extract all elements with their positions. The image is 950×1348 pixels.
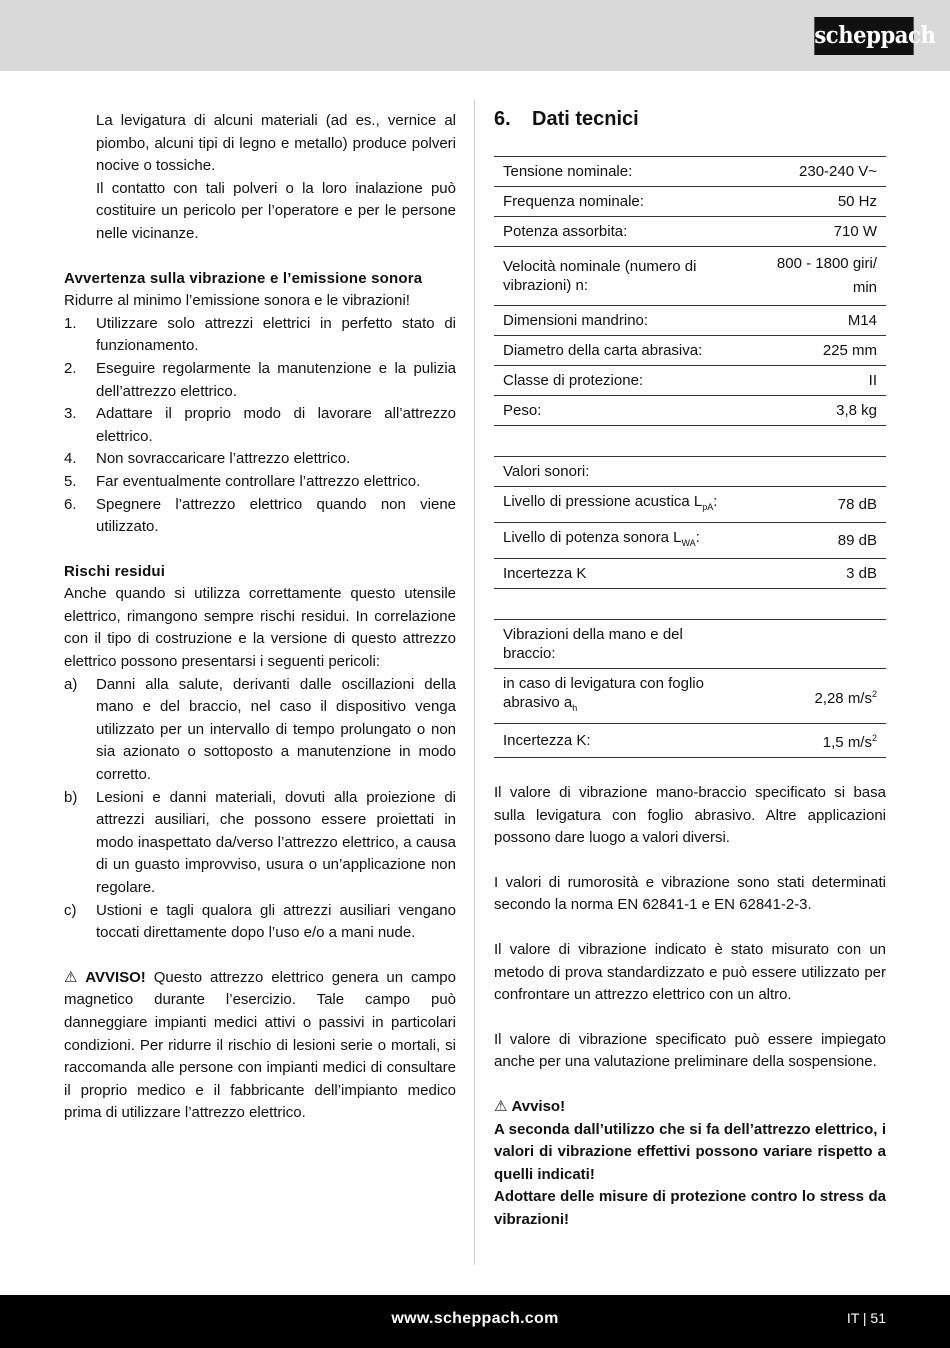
warning-label: AVVISO!	[85, 968, 146, 986]
residual-risks-title: Rischi residui	[64, 562, 166, 580]
info-paragraph-2: I valori di rumorosità e vibrazione sono stati determinati secondo la norma EN 62841-1 e EN 62841-2-3.	[494, 873, 886, 914]
footer-bar	[0, 1295, 950, 1348]
list-item: 4. Non sovraccaricare l’attrezzo elettrico.	[64, 450, 351, 468]
info-paragraph-4: Il valore di vibrazione specificato può essere impiegato anche per una valutazione preliminare della sospensione.	[494, 1030, 886, 1071]
list-item: a) Danni alla salute, derivanti dalle oscillazioni della mano e del braccio, nel caso il dispositivo venga utilizzato per un intervallo di tempo prolungato o non sia azionato o sottoposto a manutenzione in modo corretto.	[64, 675, 456, 784]
warning-text: Questo attrezzo elettrico genera un campo magnetico durante l’esercizio. Tale campo può danneggiare impianti medici attivi o passivi in particolari condizioni. Per ridurre il rischio di lesioni serie o mortali, si raccomanda alle persone con impianti medici di consultare il proprio medico e il fabbricante dell’impianto medico prima di utilizzare l’attrezzo elettrico.	[64, 968, 456, 1122]
final-warning-line-1: A seconda dall’utilizzo che si fa dell’attrezzo elettrico, i valori di vibrazione effettivi possono variare rispetto a quelli indicati!	[494, 1120, 886, 1183]
table-row: Peso: 3,8 kg	[494, 396, 886, 426]
final-warning-line-2: Adottare delle misure di protezione contro lo stress da vibrazioni!	[494, 1188, 886, 1228]
vibration-table	[494, 619, 886, 758]
list-item: 1. Utilizzare solo attrezzi elettrici in perfetto stato di funzionamento.	[64, 314, 456, 355]
table-row: Frequenza nominale: 50 Hz	[494, 187, 886, 217]
table-row: Livello di pressione acustica $L_{pA}$: 78 dB	[494, 487, 886, 523]
final-warning-title: ⚠ Avviso!	[494, 1097, 566, 1115]
intro-paragraph-1: La levigatura di alcuni materiali (ad es., vernice al piombo, alcuni tipi di legno e metallo) produce polveri nocive o tossiche.	[96, 112, 456, 175]
right-column	[494, 104, 886, 1232]
table-row: Incertezza K: 1,5 $m/s^2$	[494, 724, 886, 758]
table-row: Potenza assorbita: 710 W	[494, 217, 886, 247]
list-item: c) Ustioni e tagli qualora gli attrezzi ausiliari vengano toccati direttamente dopo l’uso e/o a mani nude.	[64, 901, 456, 942]
column-divider	[474, 100, 475, 1265]
info-paragraph-3: Il valore di vibrazione indicato è stato misurato con un metodo di prova standardizzato e può essere utilizzato per confrontare un attrezzo elettrico con un altro.	[494, 940, 886, 1004]
warning-icon: ⚠	[64, 968, 82, 986]
table-row: Diametro della carta abrasiva: 225 mm	[494, 336, 886, 366]
vibration-warning-lead: Ridurre al minimo l’emissione sonora e le vibrazioni!	[64, 292, 410, 310]
table-row: in caso di levigatura con foglio abrasivo $a_h$ 2,28 $m/s^2$	[494, 669, 886, 724]
left-column	[64, 110, 456, 1125]
residual-risks-lead: Anche quando si utilizza correttamente questo utensile elettrico, rimangono sempre rischi residui. In correlazione con il tipo di costruzione e la versione di questo attrezzo elettrico possono presentarsi i seguenti pericoli:	[64, 585, 456, 671]
list-item: 2. Eseguire regolarmente la manutenzione e la pulizia dell’attrezzo elettrico.	[64, 359, 456, 400]
table-row: Livello di potenza sonora $L_{WA}$: 89 dB	[494, 523, 886, 559]
list-item: 6. Spegnere l’attrezzo elettrico quando non viene utilizzato.	[64, 495, 456, 536]
table-row: Dimensioni mandrino: M14	[494, 306, 886, 336]
magnetic-field-warning	[64, 967, 456, 1125]
table-row: Incertezza K 3 dB	[494, 559, 886, 589]
vibration-list	[64, 313, 456, 539]
warning-icon: ⚠	[494, 1097, 508, 1115]
table-row: Valori sonori:	[494, 457, 886, 487]
intro-paragraph-2: Il contatto con tali polveri o la loro inalazione può costituire un pericolo per l’operatore e per le persone nelle vicinanze.	[96, 179, 456, 242]
footer-url: www.scheppach.com	[391, 1310, 559, 1327]
brand-logo: scheppach	[814, 17, 913, 55]
list-item: b) Lesioni e danni materiali, dovuti alla proiezione di attrezzi ausiliari, che possono essere proiettati in modo inaspettato da/verso l’attrezzo elettrico, a causa di un guasto improvviso, usura o un’applicazione non regolare.	[64, 788, 456, 896]
sound-table	[494, 456, 886, 589]
section-title: 6. Dati tecnici	[494, 108, 639, 130]
page-number: IT | 51	[846, 1310, 886, 1326]
table-row: Tensione nominale: 230-240 V~	[494, 157, 886, 187]
header-bar	[0, 0, 950, 71]
residual-risks-list	[64, 674, 456, 945]
table-row: Vibrazioni della mano e del braccio:	[494, 620, 886, 669]
list-item: 5. Far eventualmente controllare l’attrezzo elettrico.	[64, 472, 421, 490]
table-row: Classe di protezione: II	[494, 366, 886, 396]
table-row: Velocità nominale (numero di vibrazioni) n: 800 - 1800 giri/ min	[494, 247, 886, 306]
info-paragraph-1: Il valore di vibrazione mano-braccio specificato si basa sulla levigatura con foglio abrasivo. Altre applicazioni possono dare luogo a valori diversi.	[494, 784, 886, 847]
list-item: 3. Adattare il proprio modo di lavorare all’attrezzo elettrico.	[64, 405, 456, 445]
vibration-warning-title: Avvertenza sulla vibrazione e l’emissione sonora	[64, 269, 423, 287]
specs-table	[494, 156, 886, 426]
